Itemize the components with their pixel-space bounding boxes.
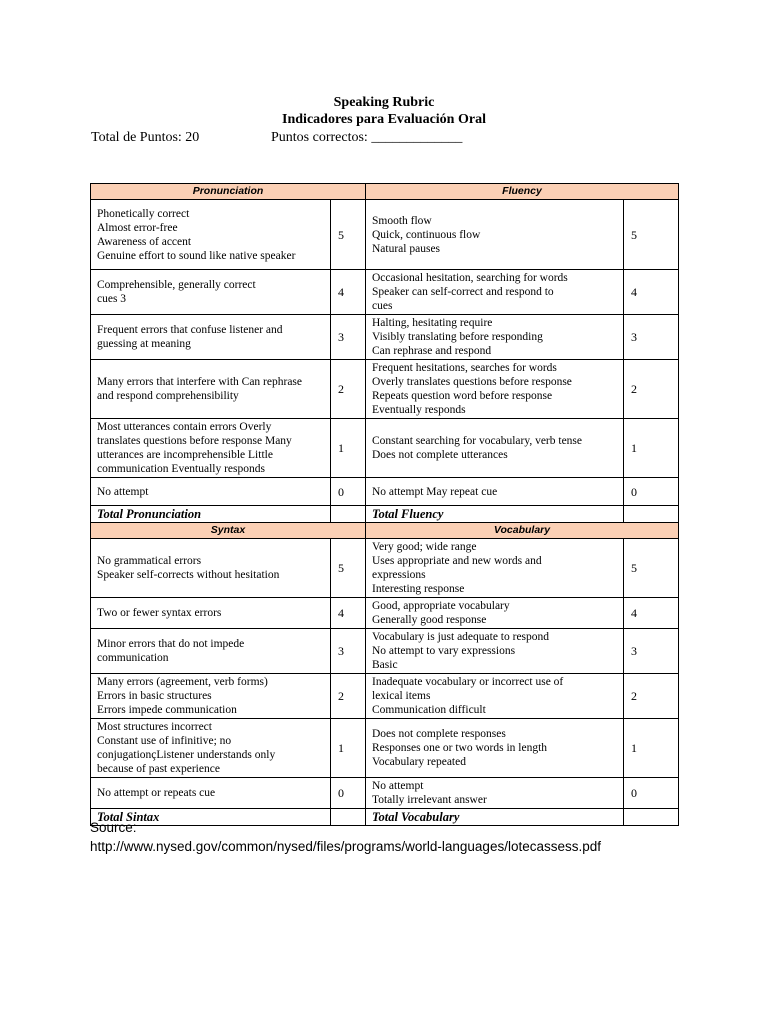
descriptor-line: Many errors that interfere with Can rephrase: [97, 376, 303, 388]
descriptor-line: Most utterances contain errors Overly: [97, 421, 272, 433]
score-cell: 3: [331, 629, 366, 674]
descriptor-line: guessing at meaning: [97, 338, 191, 350]
descriptor-line: communication: [97, 652, 169, 664]
descriptor-cell: [366, 539, 624, 598]
score-cell: 4: [624, 270, 679, 315]
descriptor-cell: [366, 200, 624, 270]
total-label: Total Fluency: [366, 506, 624, 523]
descriptor-line: Comprehensible, generally correct: [97, 279, 256, 291]
criterion-header: Fluency: [366, 184, 679, 200]
score-cell: 4: [331, 598, 366, 629]
total-score-blank[interactable]: [624, 809, 679, 826]
descriptor-line: Phonetically correct: [97, 207, 190, 220]
descriptor-line: No attempt or repeats cue: [97, 787, 216, 799]
criterion-header: Syntax: [91, 523, 366, 539]
descriptor-line: Occasional hesitation, searching for words: [372, 272, 568, 284]
score-cell: 0: [624, 778, 679, 809]
descriptor-line: Errors impede communication: [97, 704, 237, 716]
descriptor-line: No attempt: [372, 780, 424, 792]
descriptor-line: Very good; wide range: [372, 541, 477, 553]
page-subtitle: Indicadores para Evaluación Oral: [282, 112, 486, 127]
table-row: [91, 478, 679, 506]
table-row: [91, 778, 679, 809]
descriptor-line: because of past experience: [97, 763, 220, 775]
descriptor-line: Speaker can self-correct and respond to: [372, 286, 554, 298]
descriptor-line: utterances are incomprehensible Little: [97, 449, 273, 461]
descriptor-line: Overly translates questions before response: [372, 376, 572, 388]
descriptor-cell: [366, 419, 624, 478]
descriptor-cell: [366, 315, 624, 360]
descriptor-line: Minor errors that do not impede: [97, 638, 245, 650]
total-row: [91, 809, 679, 826]
descriptor-line: Vocabulary repeated: [372, 756, 466, 768]
score-cell: 5: [331, 539, 366, 598]
table-row: [91, 200, 679, 270]
descriptor-line: Two or fewer syntax errors: [97, 607, 222, 619]
descriptor-line: Constant searching for vocabulary, verb tense: [372, 435, 583, 447]
descriptor-line: Frequent errors that confuse listener and: [97, 324, 283, 336]
score-cell: 1: [331, 419, 366, 478]
descriptor-cell: [366, 360, 624, 419]
descriptor-line: Generally good response: [372, 614, 487, 626]
score-cell: 2: [331, 674, 366, 719]
descriptor-line: Good, appropriate vocabulary: [372, 600, 510, 612]
descriptor-cell: [91, 778, 331, 809]
descriptor-cell: [91, 200, 331, 270]
total-label: Total Pronunciation: [91, 506, 331, 523]
correct-points: Puntos correctos: _____________: [271, 130, 463, 145]
table-row: [91, 270, 679, 315]
total-label: Total Vocabulary: [366, 809, 624, 826]
total-points: Total de Puntos: 20: [91, 130, 200, 145]
descriptor-cell: [91, 629, 331, 674]
descriptor-cell: [91, 719, 331, 778]
score-cell: 0: [331, 478, 366, 506]
descriptor-line: Uses appropriate and new words and: [372, 555, 542, 567]
score-cell: 5: [624, 200, 679, 270]
descriptor-cell: [366, 778, 624, 809]
descriptor-cell: [91, 315, 331, 360]
descriptor-line: Visibly translating before responding: [372, 331, 543, 343]
descriptor-line: Smooth flow: [372, 214, 432, 227]
table-row: [91, 539, 679, 598]
descriptor-line: Vocabulary is just adequate to respond: [372, 631, 550, 643]
score-cell: 3: [624, 629, 679, 674]
descriptor-line: Quick, continuous flow: [372, 228, 481, 241]
total-score-blank[interactable]: [331, 506, 366, 523]
section-header-row: [91, 523, 679, 539]
descriptor-line: Responses one or two words in length: [372, 742, 548, 754]
table-row: [91, 598, 679, 629]
total-label: Total Sintax: [91, 809, 331, 826]
score-cell: 0: [624, 478, 679, 506]
criterion-header: Pronunciation: [91, 184, 366, 200]
descriptor-line: Inadequate vocabulary or incorrect use of: [372, 676, 564, 688]
descriptor-cell: [91, 478, 331, 506]
section-header-row: [91, 184, 679, 200]
score-cell: 2: [624, 674, 679, 719]
rubric-table: [90, 183, 679, 826]
descriptor-line: Many errors (agreement, verb forms): [97, 676, 268, 688]
descriptor-line: Interesting response: [372, 583, 465, 595]
descriptor-line: Constant use of infinitive; no: [97, 735, 232, 747]
score-cell: 1: [331, 719, 366, 778]
descriptor-line: cues: [372, 300, 393, 312]
descriptor-line: No attempt: [97, 485, 149, 498]
descriptor-line: Repeats question word before response: [372, 390, 553, 402]
table-row: [91, 719, 679, 778]
source-url[interactable]: http://www.nysed.gov/common/nysed/files/programs/world-languages/lotecassess.pdf: [90, 839, 601, 854]
score-cell: 2: [331, 360, 366, 419]
score-cell: 1: [624, 419, 679, 478]
score-cell: 3: [331, 315, 366, 360]
descriptor-line: expressions: [372, 569, 426, 581]
table-row: [91, 360, 679, 419]
descriptor-line: and respond comprehensibility: [97, 390, 239, 402]
table-row: [91, 674, 679, 719]
score-cell: 4: [624, 598, 679, 629]
table-row: [91, 315, 679, 360]
descriptor-line: Natural pauses: [372, 242, 441, 255]
descriptor-line: Does not complete responses: [372, 728, 506, 740]
total-score-blank[interactable]: [624, 506, 679, 523]
table-row: [91, 419, 679, 478]
descriptor-cell: [91, 419, 331, 478]
totals-line: [91, 129, 463, 147]
descriptor-line: No attempt to vary expressions: [372, 645, 516, 657]
score-cell: 3: [624, 315, 679, 360]
score-cell: 5: [624, 539, 679, 598]
descriptor-line: Speaker self-corrects without hesitation: [97, 569, 280, 581]
descriptor-line: Eventually responds: [372, 404, 466, 416]
descriptor-line: Errors in basic structures: [97, 690, 212, 702]
descriptor-line: Communication difficult: [372, 704, 486, 716]
descriptor-cell: [366, 270, 624, 315]
descriptor-line: Can rephrase and respond: [372, 345, 492, 357]
score-cell: 0: [331, 778, 366, 809]
descriptor-line: Awareness of accent: [97, 235, 192, 248]
descriptor-cell: [366, 629, 624, 674]
descriptor-line: Halting, hesitating require: [372, 317, 493, 329]
descriptor-line: Genuine effort to sound like native speaker: [97, 249, 296, 262]
score-cell: 1: [624, 719, 679, 778]
descriptor-line: Basic: [372, 659, 398, 671]
page-title: Speaking Rubric: [333, 95, 435, 110]
source-label: Source:: [90, 820, 137, 835]
descriptor-line: Most structures incorrect: [97, 721, 212, 733]
descriptor-line: conjugationçListener understands only: [97, 749, 276, 761]
total-score-blank[interactable]: [331, 809, 366, 826]
descriptor-line: translates questions before response Many: [97, 435, 292, 447]
descriptor-line: cues 3: [97, 293, 127, 305]
descriptor-line: lexical items: [372, 690, 431, 702]
table-row: [91, 629, 679, 674]
descriptor-line: No attempt May repeat cue: [372, 485, 498, 498]
descriptor-cell: [91, 270, 331, 315]
descriptor-line: No grammatical errors: [97, 555, 202, 567]
descriptor-cell: [366, 478, 624, 506]
descriptor-line: communication Eventually responds: [97, 463, 265, 475]
descriptor-cell: [91, 674, 331, 719]
descriptor-cell: [91, 539, 331, 598]
descriptor-line: Frequent hesitations, searches for words: [372, 362, 557, 374]
descriptor-line: Almost error-free: [97, 221, 178, 234]
score-cell: 5: [331, 200, 366, 270]
criterion-header: Vocabulary: [366, 523, 679, 539]
descriptor-cell: [91, 360, 331, 419]
descriptor-cell: [366, 674, 624, 719]
score-cell: 4: [331, 270, 366, 315]
descriptor-line: Does not complete utterances: [372, 449, 508, 461]
descriptor-cell: [91, 598, 331, 629]
descriptor-cell: [366, 598, 624, 629]
descriptor-cell: [366, 719, 624, 778]
descriptor-line: Totally irrelevant answer: [372, 794, 487, 806]
total-row: [91, 506, 679, 523]
score-cell: 2: [624, 360, 679, 419]
